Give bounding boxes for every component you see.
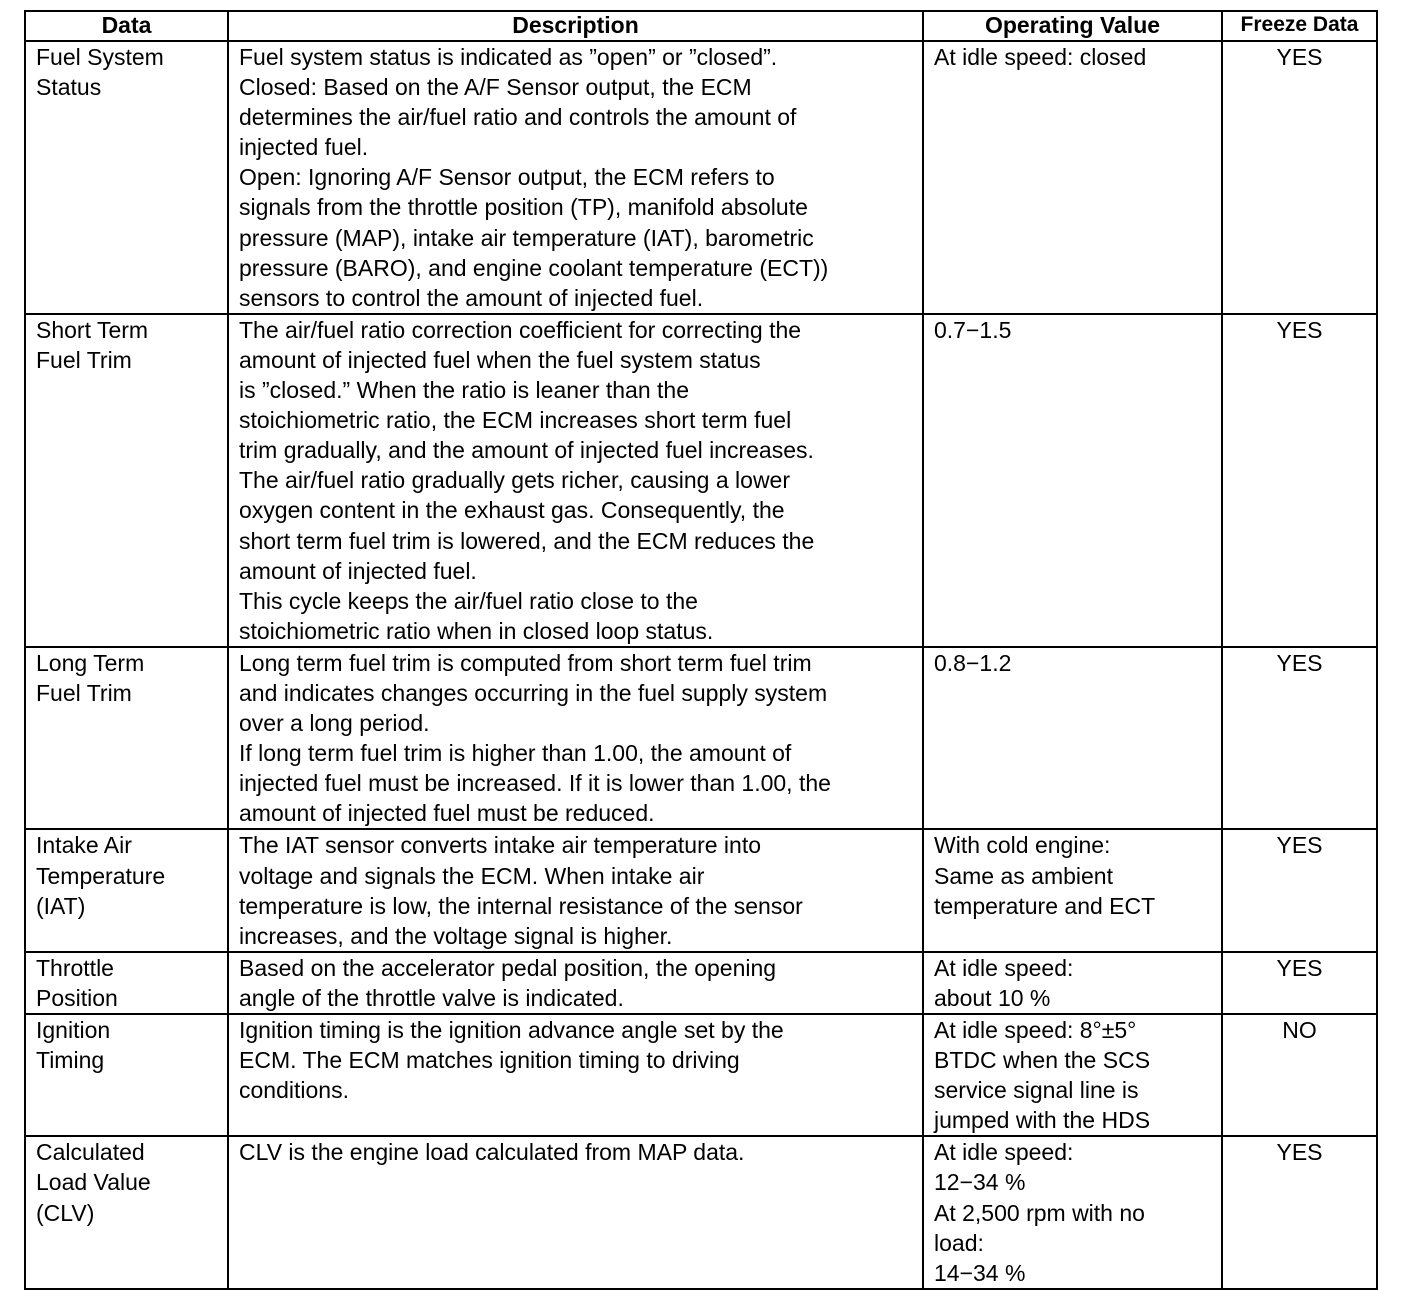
value-line: At idle speed: closed (934, 44, 1147, 70)
cell-description (228, 1136, 923, 1288)
description-line: CLV is the engine load calculated from MAP data. (239, 1139, 745, 1166)
description-line: sensors to control the amount of injected fuel. (239, 284, 704, 311)
description-line: pressure (BARO), and engine coolant temperature (ECT)) (239, 254, 829, 281)
cell-operating-value (923, 829, 1222, 951)
cell-freeze-data: NO (1222, 1014, 1377, 1136)
cell-description (228, 952, 923, 1014)
data-line: Fuel Trim (36, 679, 132, 706)
value-line: Same as ambient (934, 862, 1113, 889)
value-line: At idle speed: (934, 1139, 1074, 1166)
cell-description (228, 1014, 923, 1136)
data-line: (IAT) (36, 892, 86, 919)
cell-operating-value (923, 41, 1222, 314)
value-line: about 10 % (934, 984, 1051, 1011)
data-line: Timing (36, 1047, 105, 1074)
description-line: and indicates changes occurring in the fuel supply system (239, 679, 828, 706)
table-row (25, 952, 1377, 1014)
table-row (25, 647, 1377, 830)
cell-operating-value (923, 647, 1222, 830)
value-line: At 2,500 rpm with no (934, 1199, 1145, 1226)
cell-freeze-data: YES (1222, 1136, 1377, 1288)
description-line: amount of injected fuel. (239, 557, 477, 584)
value-line: 0.8−1.2 (934, 649, 1012, 676)
value-line: temperature and ECT (934, 892, 1156, 919)
value-line: load: (934, 1229, 984, 1256)
data-list-table (24, 10, 1378, 1290)
cell-operating-value (923, 314, 1222, 647)
data-line: Throttle (36, 954, 114, 981)
description-line: short term fuel trim is lowered, and the ECM reduces the (239, 527, 815, 554)
description-line: amount of injected fuel must be reduced. (239, 800, 655, 827)
value-line: At idle speed: (934, 954, 1074, 981)
header-operating-value: Operating Value (923, 11, 1222, 41)
data-line: Intake Air (36, 832, 132, 859)
description-line: trim gradually, and the amount of injected fuel increases. (239, 437, 814, 464)
cell-data (25, 952, 228, 1014)
description-line: ECM. The ECM matches ignition timing to driving (239, 1047, 740, 1074)
header-data: Data (25, 11, 228, 41)
description-line: This cycle keeps the air/fuel ratio close to the (239, 587, 698, 614)
cell-description (228, 829, 923, 951)
data-line: Position (36, 984, 118, 1011)
description-line: Long term fuel trim is computed from short term fuel trim (239, 649, 812, 676)
data-line: Temperature (36, 862, 166, 889)
header-description: Description (228, 11, 923, 41)
description-line: oxygen content in the exhaust gas. Consequently, the (239, 497, 785, 524)
data-line: Calculated (36, 1139, 145, 1166)
description-line: Based on the accelerator pedal position, the opening (239, 954, 777, 981)
description-line: If long term fuel trim is higher than 1.00, the amount of (239, 740, 792, 767)
cell-description (228, 314, 923, 647)
value-line: service signal line is (934, 1077, 1139, 1104)
description-line: over a long period. (239, 710, 430, 737)
cell-data (25, 1014, 228, 1136)
cell-freeze-data: YES (1222, 952, 1377, 1014)
cell-description (228, 41, 923, 314)
value-line: jumped with the HDS (934, 1107, 1151, 1134)
description-line: amount of injected fuel when the fuel system status (239, 346, 761, 373)
table-row (25, 829, 1377, 951)
value-line: BTDC when the SCS (934, 1047, 1151, 1074)
description-line: determines the air/fuel ratio and controls the amount of (239, 104, 797, 131)
description-line: injected fuel. (239, 134, 369, 161)
description-line: voltage and signals the ECM. When intake air (239, 862, 705, 889)
value-line: 12−34 % (934, 1169, 1026, 1196)
description-line: conditions. (239, 1077, 349, 1104)
description-line: The air/fuel ratio gradually gets richer, causing a lower (239, 467, 791, 494)
value-line: At idle speed: 8°±5° (934, 1017, 1137, 1043)
description-line: stoichiometric ratio when in closed loop status. (239, 617, 714, 644)
table-row (25, 314, 1377, 647)
data-line: Long Term (36, 649, 145, 676)
description-line: The IAT sensor converts intake air temperature into (239, 832, 762, 859)
table-row (25, 41, 1377, 314)
value-line: 14−34 % (934, 1259, 1026, 1286)
description-line: injected fuel must be increased. If it is lower than 1.00, the (239, 770, 831, 797)
description-line: Closed: Based on the A/F Sensor output, the ECM (239, 74, 752, 101)
data-line: Ignition (36, 1017, 111, 1043)
cell-operating-value (923, 952, 1222, 1014)
description-line: angle of the throttle valve is indicated. (239, 984, 624, 1011)
description-line: Ignition timing is the ignition advance angle set by the (239, 1017, 784, 1043)
description-line: The air/fuel ratio correction coefficient for correcting the (239, 316, 802, 343)
data-line: Short Term (36, 316, 149, 343)
cell-data (25, 41, 228, 314)
data-line: Fuel Trim (36, 346, 132, 373)
data-line: Fuel System (36, 44, 164, 70)
description-line: pressure (MAP), intake air temperature (IAT), barometric (239, 224, 814, 251)
value-line: 0.7−1.5 (934, 316, 1012, 343)
table-header-row (25, 11, 1377, 41)
cell-freeze-data: YES (1222, 647, 1377, 830)
description-line: stoichiometric ratio, the ECM increases short term fuel (239, 407, 792, 434)
cell-data (25, 314, 228, 647)
description-line: signals from the throttle position (TP), manifold absolute (239, 194, 808, 221)
cell-operating-value (923, 1014, 1222, 1136)
cell-data (25, 647, 228, 830)
data-line: (CLV) (36, 1199, 95, 1226)
cell-freeze-data: YES (1222, 829, 1377, 951)
table-row (25, 1136, 1377, 1288)
table-row (25, 1014, 1377, 1136)
description-line: increases, and the voltage signal is higher. (239, 922, 673, 949)
data-line: Status (36, 74, 102, 101)
value-line: With cold engine: (934, 832, 1111, 859)
cell-freeze-data: YES (1222, 314, 1377, 647)
header-freeze-data: Freeze Data (1222, 11, 1377, 41)
description-line: temperature is low, the internal resistance of the sensor (239, 892, 803, 919)
description-line: is ”closed.” When the ratio is leaner than the (239, 377, 690, 404)
cell-freeze-data: YES (1222, 41, 1377, 314)
data-line: Load Value (36, 1169, 151, 1196)
cell-data (25, 829, 228, 951)
description-line: Open: Ignoring A/F Sensor output, the ECM refers to (239, 164, 775, 191)
cell-operating-value (923, 1136, 1222, 1288)
cell-data (25, 1136, 228, 1288)
description-line: Fuel system status is indicated as ”open” or ”closed”. (239, 44, 778, 70)
cell-description (228, 647, 923, 830)
